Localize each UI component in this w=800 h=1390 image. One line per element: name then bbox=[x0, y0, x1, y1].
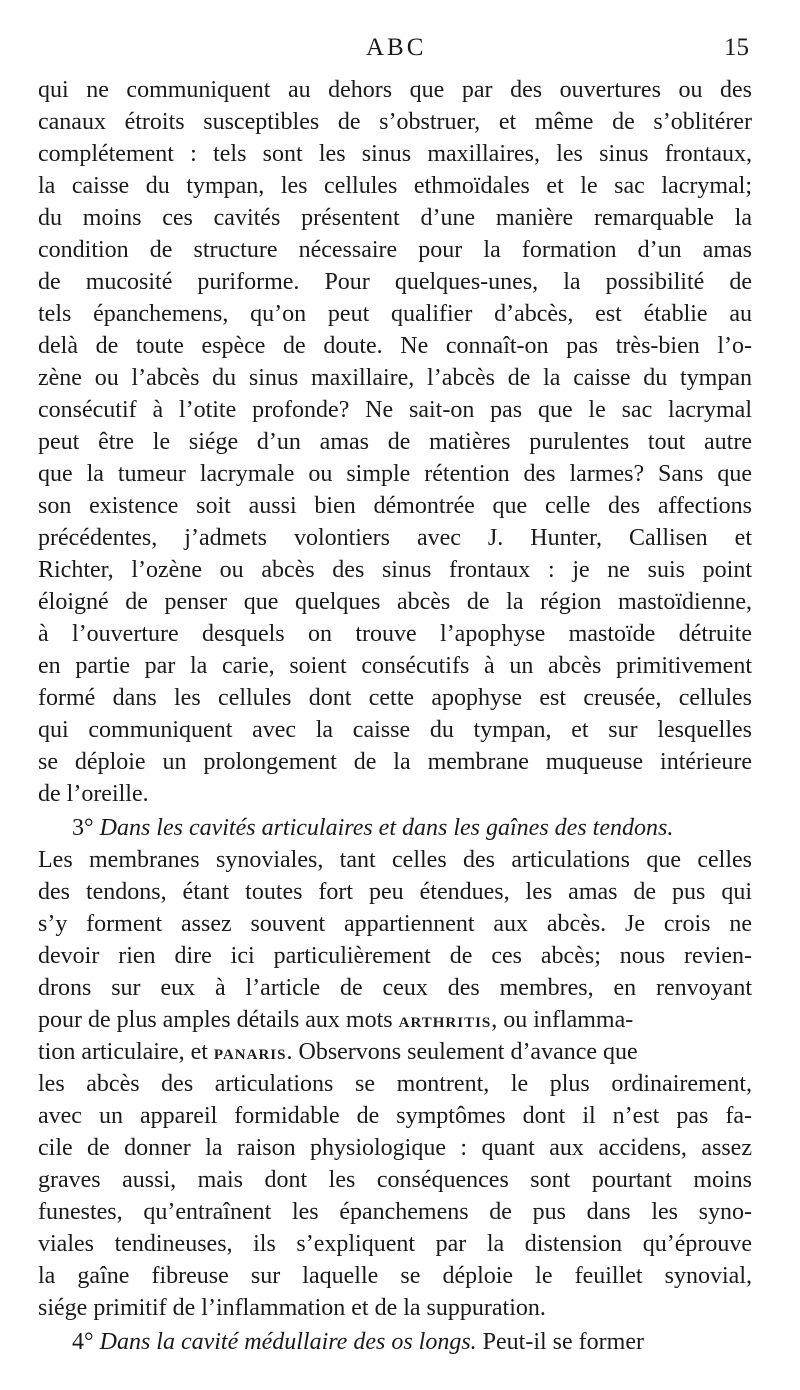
section-number: 4° bbox=[72, 1329, 94, 1355]
text-line: la gaîne fibreuse sur laquelle se déploie le feuillet synovial, bbox=[38, 1263, 752, 1289]
text-line: s’y forment assez souvent appartiennent aux abcès. Je crois ne bbox=[38, 911, 752, 937]
running-title: ABC bbox=[366, 34, 427, 61]
text-line bbox=[38, 1004, 752, 1036]
text-line: consécutif à l’otite profonde? Ne sait-on pas que le sac lacrymal bbox=[38, 397, 752, 423]
text-line: qui ne communiquent au dehors que par des ouvertures ou des bbox=[38, 77, 752, 103]
text-fragment: , ou inflamma- bbox=[491, 1007, 634, 1033]
text-line: du moins ces cavités présentent d’une manière remarquable la bbox=[38, 205, 752, 231]
cross-reference-panaris: PANARIS bbox=[213, 1047, 287, 1063]
text-line bbox=[38, 1036, 752, 1068]
text-line: canaux étroits susceptibles de s’obstruer, et même de s’oblitérer bbox=[38, 109, 752, 135]
cross-reference-arthritis: ARTHRITIS bbox=[398, 1015, 492, 1031]
text-line: éloigné de penser que quelques abcès de la région mastoïdienne, bbox=[38, 589, 752, 615]
section-title: Dans la cavité médullaire des os longs. bbox=[99, 1329, 477, 1355]
text-line: graves aussi, mais dont les conséquences sont pourtant moins bbox=[38, 1167, 752, 1193]
text-line: Les membranes synoviales, tant celles des articulations que celles bbox=[38, 847, 752, 873]
text-line: cile de donner la raison physiologique : quant aux accidens, assez bbox=[38, 1135, 752, 1161]
text-line: funestes, qu’entraînent les épanchemens de pus dans les syno- bbox=[38, 1199, 752, 1225]
text-line: formé dans les cellules dont cette apophyse est creusée, cellules bbox=[38, 685, 752, 711]
text-line: en partie par la carie, soient consécutifs à un abcès primitivement bbox=[38, 653, 752, 679]
text-line: peut être le siége d’un amas de matières purulentes tout autre bbox=[38, 429, 752, 455]
text-line: viales tendineuses, ils s’expliquent par la distension qu’éprouve bbox=[38, 1231, 752, 1257]
text-line: les abcès des articulations se montrent, le plus ordinairement, bbox=[38, 1071, 752, 1097]
text-fragment: pour de plus amples détails aux mots bbox=[38, 1007, 393, 1033]
text-fragment: . Observons seulement d’avance que bbox=[286, 1039, 638, 1065]
text-line: des tendons, étant toutes fort peu étendues, les amas de pus qui bbox=[38, 879, 752, 905]
running-head bbox=[0, 34, 800, 68]
text-fragment: Peut-il se former bbox=[476, 1329, 644, 1355]
text-line: zène ou l’abcès du sinus maxillaire, l’abcès de la caisse du tympan bbox=[38, 365, 752, 391]
text-line: avec un appareil formidable de symptômes dont il n’est pas fa- bbox=[38, 1103, 752, 1129]
text-line: tels épanchemens, qu’on peut qualifier d’abcès, est établie au bbox=[38, 301, 752, 327]
text-line: qui communiquent avec la caisse du tympan, et sur lesquelles bbox=[38, 717, 752, 743]
page-number: 15 bbox=[724, 34, 749, 61]
text-line: condition de structure nécessaire pour la formation d’un amas bbox=[38, 237, 752, 263]
section-title: Dans les cavités articulaires et dans les gaînes des tendons. bbox=[99, 815, 674, 841]
section-heading-3 bbox=[72, 812, 752, 844]
text-line: se déploie un prolongement de la membrane muqueuse intérieure bbox=[38, 749, 752, 775]
text-line: de l’oreille. bbox=[38, 781, 149, 807]
text-line: drons sur eux à l’article de ceux des membres, en renvoyant bbox=[38, 975, 752, 1001]
text-line: précédentes, j’admets volontiers avec J. Hunter, Callisen et bbox=[38, 525, 752, 551]
text-line: à l’ouverture desquels on trouve l’apophyse mastoïde détruite bbox=[38, 621, 752, 647]
text-line: delà de toute espèce de doute. Ne connaît-on pas très-bien l’o- bbox=[38, 333, 752, 359]
text-line: que la tumeur lacrymale ou simple rétention des larmes? Sans que bbox=[38, 461, 752, 487]
section-number: 3° bbox=[72, 815, 94, 841]
text-line: son existence soit aussi bien démontrée que celle des affections bbox=[38, 493, 752, 519]
text-line: la caisse du tympan, les cellules ethmoïdales et le sac lacrymal; bbox=[38, 173, 752, 199]
text-line: Richter, l’ozène ou abcès des sinus frontaux : je ne suis point bbox=[38, 557, 752, 583]
text-line: de mucosité puriforme. Pour quelques-unes, la possibilité de bbox=[38, 269, 752, 295]
text-line: complétement : tels sont les sinus maxillaires, les sinus frontaux, bbox=[38, 141, 752, 167]
text-line: siége primitif de l’inflammation et de la suppuration. bbox=[38, 1295, 546, 1321]
section-heading-4 bbox=[72, 1326, 752, 1358]
text-line: devoir rien dire ici particulièrement de ces abcès; nous revien- bbox=[38, 943, 752, 969]
text-fragment: tion articulaire, et bbox=[38, 1039, 208, 1065]
